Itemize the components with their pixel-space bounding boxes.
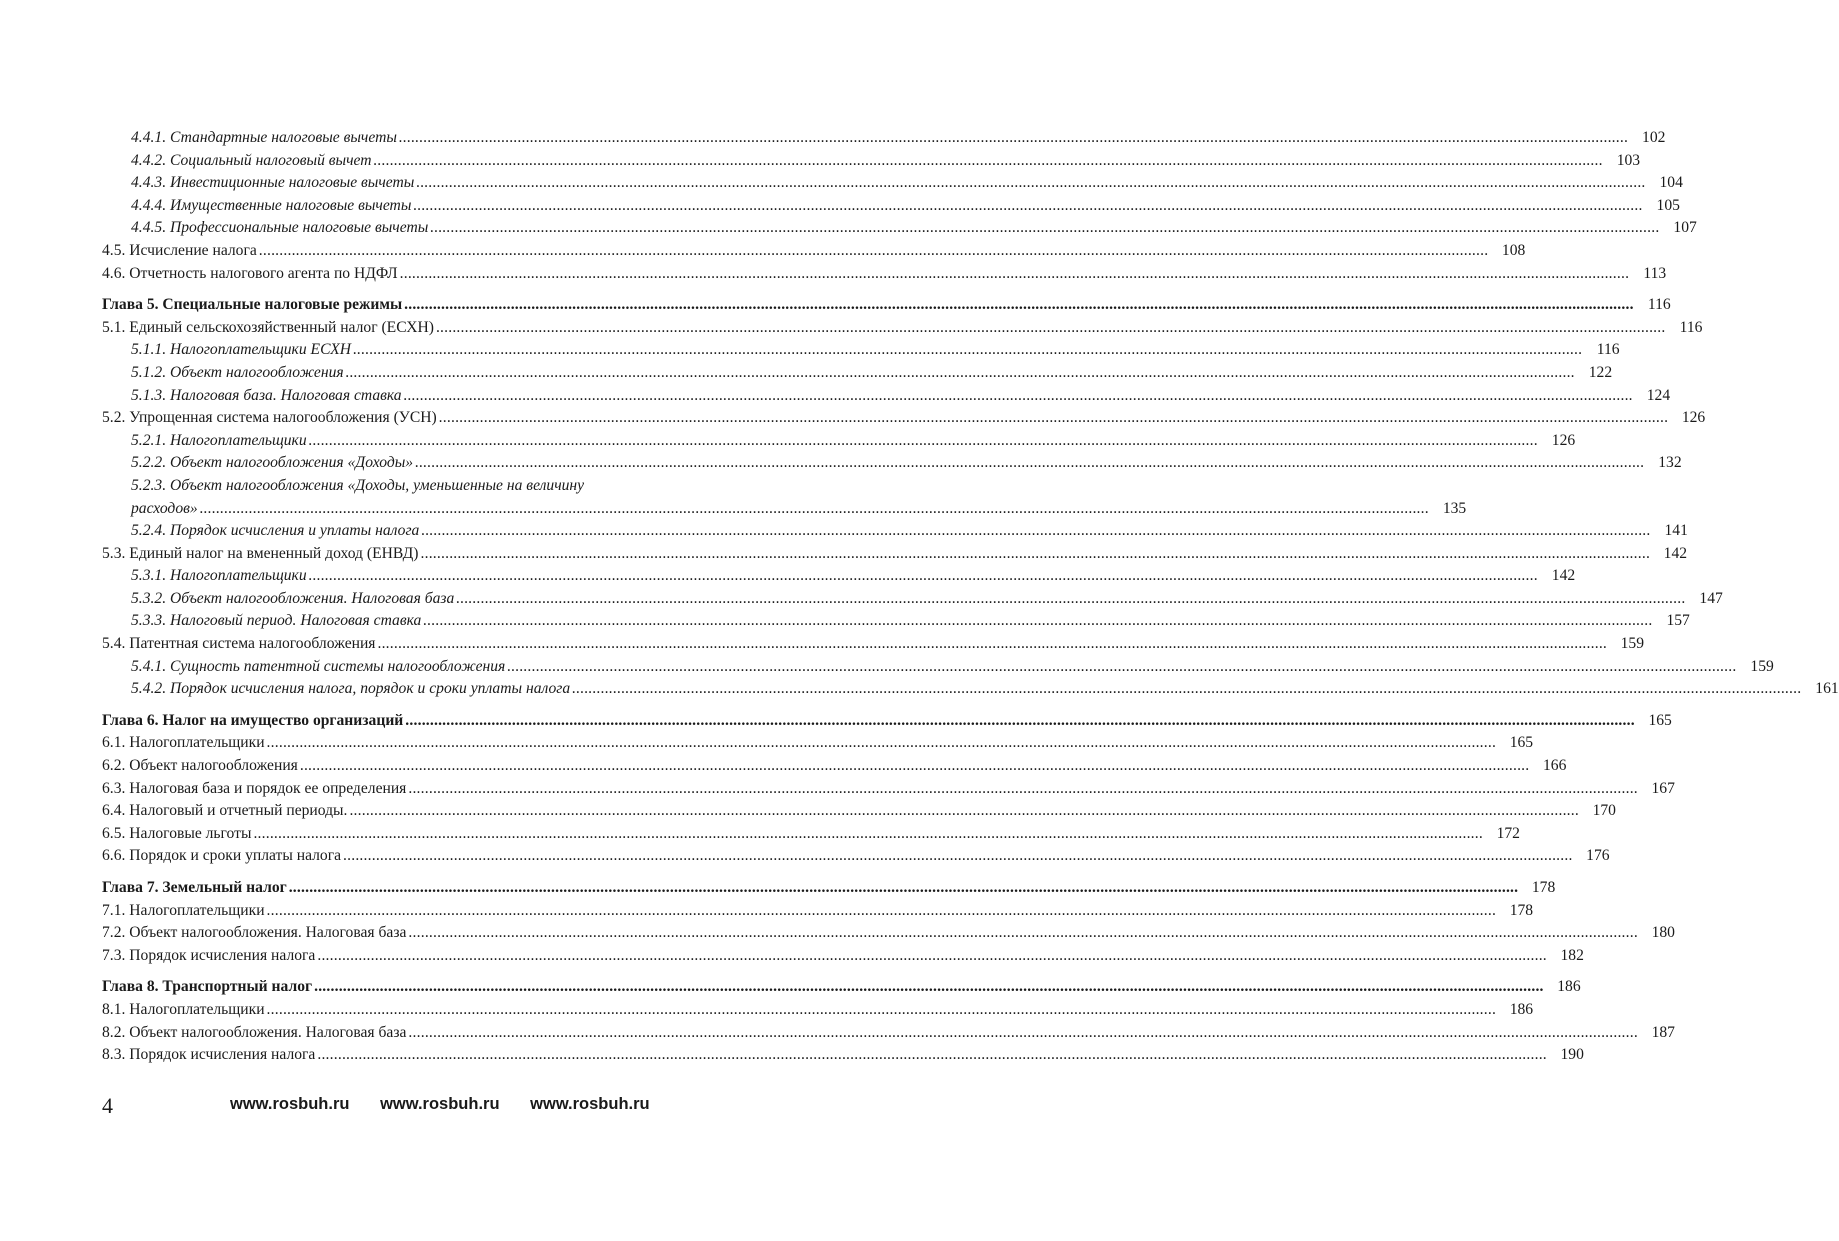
dot-leader: ............................................................................................................................................................................................................................................................................................................ xyxy=(266,901,1497,919)
toc-page-number: 142 xyxy=(1551,567,1576,585)
toc-page-number: 176 xyxy=(1586,847,1610,865)
toc-page-number: 165 xyxy=(1648,711,1672,729)
toc-page-number: 172 xyxy=(1496,824,1520,842)
toc-entry-title: расходов» xyxy=(131,499,198,517)
toc-entry[interactable] xyxy=(102,633,1645,656)
toc-entry-title: 5.2.4. Порядок исчисления и уплаты налога xyxy=(131,522,420,540)
toc-page-number: 104 xyxy=(1659,174,1683,192)
dot-leader: ............................................................................................................................................................................................................................................................................................................ xyxy=(404,296,1634,314)
toc-page-number: 186 xyxy=(1557,978,1581,996)
toc-chapter-entry[interactable] xyxy=(102,294,1671,317)
dot-leader: ............................................................................................................................................................................................................................................................................................................ xyxy=(438,409,1669,427)
toc-page-number: 142 xyxy=(1663,544,1688,562)
toc-entry-title: 5.1.1. Налогоплательщики ЕСХН xyxy=(131,341,352,359)
toc-entry[interactable] xyxy=(102,800,1616,823)
toc-entry-title: 6.5. Налоговые льготы xyxy=(102,824,252,842)
toc-page-number: 159 xyxy=(1750,657,1774,675)
toc-entry[interactable] xyxy=(102,339,1620,362)
toc-page-number: 105 xyxy=(1656,196,1680,214)
toc-entry[interactable] xyxy=(102,755,1567,778)
dot-leader: ............................................................................................................................................................................................................................................................................................................ xyxy=(408,924,1638,942)
toc-page-number: 159 xyxy=(1620,635,1645,653)
toc-entry[interactable] xyxy=(102,823,1520,846)
dot-leader: ............................................................................................................................................................................................................................................................................................................ xyxy=(377,635,1608,653)
toc-page-number: 103 xyxy=(1616,151,1641,169)
toc-entry-title: 5.3.1. Налогоплательщики xyxy=(131,567,307,585)
dot-leader: ............................................................................................................................................................................................................................................................................................................ xyxy=(253,824,1483,842)
toc-page-number: 107 xyxy=(1673,219,1697,237)
dot-leader: ............................................................................................................................................................................................................................................................................................................ xyxy=(420,544,1651,562)
dot-leader: ............................................................................................................................................................................................................................................................................................................ xyxy=(353,341,1583,359)
dot-leader: ............................................................................................................................................................................................................................................................................................................ xyxy=(314,978,1544,996)
dot-leader: ............................................................................................................................................................................................................................................................................................................ xyxy=(373,151,1604,169)
toc-page-number: 147 xyxy=(1699,589,1723,607)
toc-entry-title: 5.2.1. Налогоплательщики xyxy=(131,431,307,449)
toc-entry[interactable] xyxy=(102,565,1576,588)
toc-chapter-entry[interactable] xyxy=(102,710,1672,733)
toc-page-number: 132 xyxy=(1658,454,1682,472)
dot-leader: ............................................................................................................................................................................................................................................................................................................ xyxy=(507,657,1737,675)
toc-entry[interactable] xyxy=(102,1044,1584,1067)
toc-entry[interactable] xyxy=(102,452,1682,475)
toc-entry[interactable] xyxy=(102,543,1688,566)
toc-entry-title: 4.5. Исчисление налога xyxy=(102,241,257,259)
dot-leader: ............................................................................................................................................................................................................................................................................................................ xyxy=(343,847,1573,865)
toc-entry-title: 6.4. Налоговый и отчетный периоды. xyxy=(102,802,348,820)
toc-entry-title: 6.1. Налогоплательщики xyxy=(102,734,265,752)
toc-entry-title: 5.1.2. Объект налогообложения xyxy=(131,363,344,381)
toc-entry[interactable] xyxy=(102,150,1641,173)
toc-entry-title: 5.4.1. Сущность патентной системы налогообложения xyxy=(131,657,506,675)
toc-entry-title: 5.2. Упрощенная система налогообложения (УСН) xyxy=(102,409,437,427)
toc-page-number: 165 xyxy=(1509,734,1534,752)
footer-link[interactable]: www.rosbuh.ru xyxy=(380,1095,500,1113)
toc-entry-title: 5.4.2. Порядок исчисления налога, порядок и сроки уплаты налога xyxy=(131,680,571,698)
dot-leader: ............................................................................................................................................................................................................................................................................................................ xyxy=(308,567,1539,585)
toc-page-number: 116 xyxy=(1679,318,1703,336)
toc-chapter-entry[interactable] xyxy=(102,976,1581,999)
toc-entry-title: 5.3. Единый налог на вмененный доход (ЕНВД) xyxy=(102,544,419,562)
toc-entry-title: 7.1. Налогоплательщики xyxy=(102,901,265,919)
toc-entry-title: 5.4. Патентная система налогообложения xyxy=(102,635,376,653)
footer-link[interactable]: www.rosbuh.ru xyxy=(230,1095,350,1113)
toc-entry-title: 4.4.5. Профессиональные налоговые вычеты xyxy=(131,219,429,237)
toc-entry[interactable] xyxy=(102,520,1688,543)
toc-entry-title: 4.4.2. Социальный налоговый вычет xyxy=(131,151,372,169)
toc-entry[interactable] xyxy=(102,362,1613,385)
dot-leader: ............................................................................................................................................................................................................................................................................................................ xyxy=(349,802,1579,820)
toc-entry[interactable] xyxy=(102,217,1697,240)
toc-entry[interactable] xyxy=(102,732,1534,755)
toc-entry[interactable] xyxy=(102,430,1576,453)
dot-leader: ............................................................................................................................................................................................................................................................................................................ xyxy=(266,1000,1497,1018)
toc-entry[interactable] xyxy=(102,999,1534,1022)
toc-entry-title: 5.3.2. Объект налогообложения. Налоговая база xyxy=(131,589,455,607)
dot-leader: ............................................................................................................................................................................................................................................................................................................ xyxy=(299,757,1530,775)
dot-leader: ............................................................................................................................................................................................................................................................................................................ xyxy=(317,1046,1547,1064)
dot-leader: ............................................................................................................................................................................................................................................................................................................ xyxy=(403,386,1634,404)
toc-page-number: 113 xyxy=(1643,264,1667,282)
page-footer xyxy=(102,1093,752,1117)
dot-leader: ............................................................................................................................................................................................................................................................................................................ xyxy=(405,711,1635,729)
toc-page-number: 190 xyxy=(1560,1046,1584,1064)
toc-entry[interactable] xyxy=(102,1022,1675,1045)
toc-page-number: 167 xyxy=(1651,779,1675,797)
toc-entry-title: 5.1.3. Налоговая база. Налоговая ставка xyxy=(131,386,402,404)
toc-entry[interactable] xyxy=(102,263,1667,286)
toc-page-number: 141 xyxy=(1664,522,1688,540)
toc-entry-title: 6.3. Налоговая база и порядок ее определения xyxy=(102,779,407,797)
footer-link[interactable]: www.rosbuh.ru xyxy=(530,1095,650,1113)
toc-entry-title: 4.4.1. Стандартные налоговые вычеты xyxy=(131,129,397,146)
toc-entry[interactable] xyxy=(102,498,1467,521)
dot-leader: ............................................................................................................................................................................................................................................................................................................ xyxy=(398,129,1629,146)
dot-leader: ............................................................................................................................................................................................................................................................................................................ xyxy=(456,589,1686,607)
toc-entry[interactable] xyxy=(102,922,1675,945)
dot-leader: ............................................................................................................................................................................................................................................................................................................ xyxy=(266,734,1497,752)
toc-entry[interactable] xyxy=(102,588,1723,611)
toc-entry[interactable] xyxy=(102,195,1680,218)
toc-entry-title: Глава 6. Налог на имущество организаций xyxy=(102,711,404,729)
toc-entry-title: 4.4.3. Инвестиционные налоговые вычеты xyxy=(131,174,415,192)
dot-leader: ............................................................................................................................................................................................................................................................................................................ xyxy=(430,219,1660,237)
dot-leader: ............................................................................................................................................................................................................................................................................................................ xyxy=(308,431,1539,449)
dot-leader: ............................................................................................................................................................................................................................................................................................................ xyxy=(416,174,1646,192)
toc-page-number: 182 xyxy=(1560,946,1584,964)
toc-page-number: 161 xyxy=(1815,680,1839,698)
dot-leader: ............................................................................................................................................................................................................................................................................................................ xyxy=(345,363,1576,381)
toc-page-number: 126 xyxy=(1551,431,1576,449)
toc-entry[interactable] xyxy=(102,656,1774,679)
toc-entry[interactable] xyxy=(102,610,1690,633)
dot-leader: ............................................................................................................................................................................................................................................................................................................ xyxy=(199,499,1430,517)
toc-entry-title-line xyxy=(102,475,752,498)
toc-page-number: 166 xyxy=(1542,757,1567,775)
toc-entry-title: 7.2. Объект налогообложения. Налоговая база xyxy=(102,924,407,942)
toc-entry[interactable] xyxy=(102,172,1683,195)
toc-page-number: 186 xyxy=(1509,1000,1534,1018)
dot-leader: ............................................................................................................................................................................................................................................................................................................ xyxy=(408,1023,1638,1041)
toc-entry-title: 6.6. Порядок и сроки уплаты налога xyxy=(102,847,342,865)
toc-page-number: 180 xyxy=(1651,924,1675,942)
dot-leader: ............................................................................................................................................................................................................................................................................................................ xyxy=(317,946,1547,964)
dot-leader: ............................................................................................................................................................................................................................................................................................................ xyxy=(413,196,1643,214)
page-number: 4 xyxy=(102,1093,113,1118)
toc-entry-title: 5.1. Единый сельскохозяйственный налог (ЕСХН) xyxy=(102,318,434,336)
toc-entry-title: 6.2. Объект налогообложения xyxy=(102,757,298,775)
toc-entry-title: Глава 8. Транспортный налог xyxy=(102,978,313,996)
toc-entry[interactable] xyxy=(102,240,1526,263)
toc-entry[interactable] xyxy=(102,678,1839,701)
toc-entry[interactable] xyxy=(102,317,1703,340)
toc-page-number: 108 xyxy=(1501,241,1526,259)
toc-entry[interactable] xyxy=(102,385,1671,408)
toc-entry[interactable] xyxy=(102,845,1610,868)
toc-entry[interactable] xyxy=(102,945,1584,968)
toc-page-number: 102 xyxy=(1642,129,1666,146)
dot-leader: ............................................................................................................................................................................................................................................................................................................ xyxy=(435,318,1666,336)
toc-entry-title: Глава 5. Специальные налоговые режимы xyxy=(102,296,403,314)
toc-entry[interactable] xyxy=(102,407,1706,430)
toc-page-number: 122 xyxy=(1588,363,1613,381)
toc-page-number: 187 xyxy=(1651,1023,1675,1041)
dot-leader: ............................................................................................................................................................................................................................................................................................................ xyxy=(258,241,1489,259)
toc-entry-title: 7.3. Порядок исчисления налога xyxy=(102,946,316,964)
dot-leader: ............................................................................................................................................................................................................................................................................................................ xyxy=(421,522,1651,540)
toc-page-number: 116 xyxy=(1596,341,1620,359)
toc-entry[interactable] xyxy=(102,900,1534,923)
toc-page-number: 124 xyxy=(1646,386,1671,404)
toc-entry-title: 4.4.4. Имущественные налоговые вычеты xyxy=(131,196,412,214)
table-of-contents xyxy=(102,127,1839,1067)
toc-entry-title: 8.1. Налогоплательщики xyxy=(102,1000,265,1018)
toc-page-number: 157 xyxy=(1666,612,1690,630)
toc-page-number: 126 xyxy=(1681,409,1706,427)
dot-leader: ............................................................................................................................................................................................................................................................................................................ xyxy=(288,879,1519,896)
toc-entry-title: 5.3.3. Налоговый период. Налоговая ставка xyxy=(131,612,422,630)
toc-page-number: 178 xyxy=(1531,879,1556,896)
dot-leader: ............................................................................................................................................................................................................................................................................................................ xyxy=(572,680,1802,698)
toc-entry-title: 8.2. Объект налогообложения. Налоговая база xyxy=(102,1023,407,1041)
toc-entry-title: 4.6. Отчетность налогового агента по НДФЛ xyxy=(102,264,398,282)
toc-entry-title: Глава 7. Земельный налог xyxy=(102,879,287,896)
dot-leader: ............................................................................................................................................................................................................................................................................................................ xyxy=(415,454,1645,472)
toc-page-number: 178 xyxy=(1509,901,1534,919)
toc-chapter-entry[interactable] xyxy=(102,877,1556,900)
toc-entry[interactable] xyxy=(102,778,1675,801)
toc-page-number: 116 xyxy=(1647,296,1671,314)
toc-entry-title: 8.3. Порядок исчисления налога xyxy=(102,1046,316,1064)
dot-leader: ............................................................................................................................................................................................................................................................................................................ xyxy=(423,612,1653,630)
dot-leader: ............................................................................................................................................................................................................................................................................................................ xyxy=(408,779,1638,797)
dot-leader: ............................................................................................................................................................................................................................................................................................................ xyxy=(399,264,1630,282)
toc-entry-title: 5.2.2. Объект налогообложения «Доходы» xyxy=(131,454,414,472)
toc-entry[interactable] xyxy=(102,127,1666,150)
toc-page-number: 135 xyxy=(1442,499,1467,517)
toc-entry-title: 5.2.3. Объект налогообложения «Доходы, уменьшенные на величину xyxy=(131,476,585,494)
footer-links xyxy=(230,1095,676,1114)
toc-page-number: 170 xyxy=(1592,802,1616,820)
